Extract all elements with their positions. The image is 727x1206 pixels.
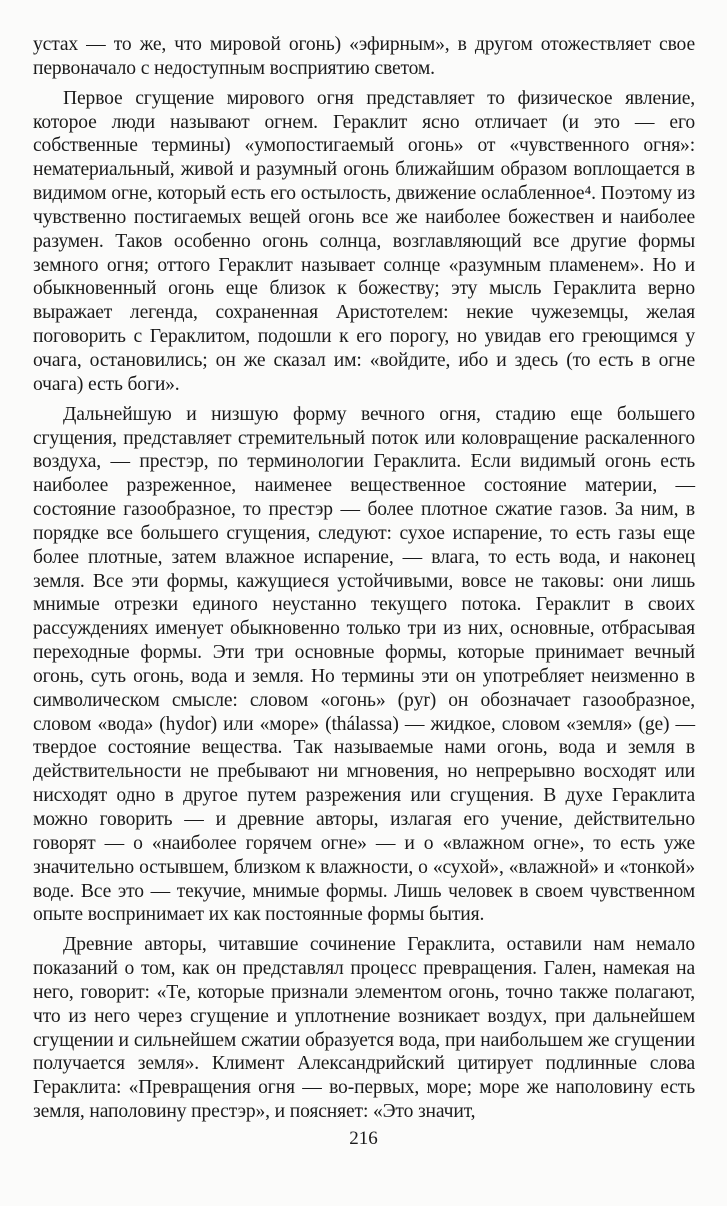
body-text	[33, 33, 695, 1124]
paragraph-continuation: устах — то же, что мировой огонь) «эфирным», в другом отожествляет свое первоначало с недоступным восприятию светом.	[33, 34, 695, 79]
paragraph-ancient-authors: Древние авторы, читавшие сочинение Гераклита, оставили нам немало показаний о том, как он представлял процесс превращения. Гален, намекая на него, говорит: «Те, которые признали элементом огонь, точно также полагают, что из него через сгущение и уплотнение возникает воздух, при дальнейшем сгущении и сильнейшем сжатии образуется вода, при наибольшем же сгущении получается земля». Климент Александрийский цитирует подлинные слова Гераклита: «Превращения огня — во-первых, море; море же наполовину есть земля, наполовину престэр», и поясняет: «Это значит,	[33, 934, 695, 1123]
paragraph-prester: Дальнейшую и низшую форму вечного огня, стадию еще большего сгущения, представляет стремительный поток или коловращение раскаленного воздуха, — престэр, по терминологии Гераклита. Если видимый огонь есть наиболее разреженное, наименее вещественное состояние материи, — состояние газообразное, то престэр — более плотное сжатие газов. За ним, в порядке все большего сгущения, следуют: сухое испарение, то есть газы еще более плотные, затем влажное испарение, — влага, то есть вода, и наконец земля. Все эти формы, кажущиеся устойчивыми, вовсе не таковы: они лишь мнимые отрезки единого неустанно текущего потока. Гераклит в своих рассуждениях именует обыкновенно только три из них, основные, отбрасывая переходные формы. Эти три основные формы, которые принимает вечный огонь, суть огонь, вода и земля. Но термины эти он употребляет неизменно в символическом смысле: словом «огонь» (pyr) он обозначает газообразное, словом «вода» (hydor) или «море» (thálassa) — жидкое, словом «земля» (ge) — твердое состояние вещества. Так называемые нами огонь, вода и земля в действительности не пребывают ни мгновения, но непрерывно восходят или нисходят одно в другое путем разрежения или сгущения. В духе Гераклита можно говорить — и древние авторы, излагая его учение, действительно говорят — о «наиболее горячем огне» — и о «влажном огне», то есть уже значительно остывшем, близком к влажности, о «сухой», «влажной» и «тонкой» воде. Все это — текучие, мнимые формы. Лишь человек в своем чувственном опыте воспринимает их как постоянные формы бытия.	[33, 403, 695, 926]
paragraph-fire-condensation: Первое сгущение мирового огня представляет то физическое явление, которое люди называют огнем. Гераклит ясно отличает (и это — его собственные термины) «умопостигаемый огонь» от «чувственного огня»: нематериальный, живой и разумный огонь ближайшим образом воплощается в видимом огне, который есть его остылость, движение ослабленное⁴. Поэтому из чувственно постигаемых вещей огонь все же наиболее божествен и наиболее разумен. Таков особенно огонь солнца, возглавляющий все другие формы земного огня; оттого Гераклит называет солнце «разумным пламенем». Но и обыкновенный огонь еще близок к божеству; эту мысль Гераклита верно выражает легенда, сохраненная Аристотелем: некие чужеземцы, желая поговорить с Гераклитом, подошли к его порогу, но увидав его греющимся у очага, остановились; он же сказал им: «войдите, ибо и здесь (то есть в огне очага) есть боги».	[33, 87, 695, 395]
page-number: 216	[349, 1128, 378, 1149]
